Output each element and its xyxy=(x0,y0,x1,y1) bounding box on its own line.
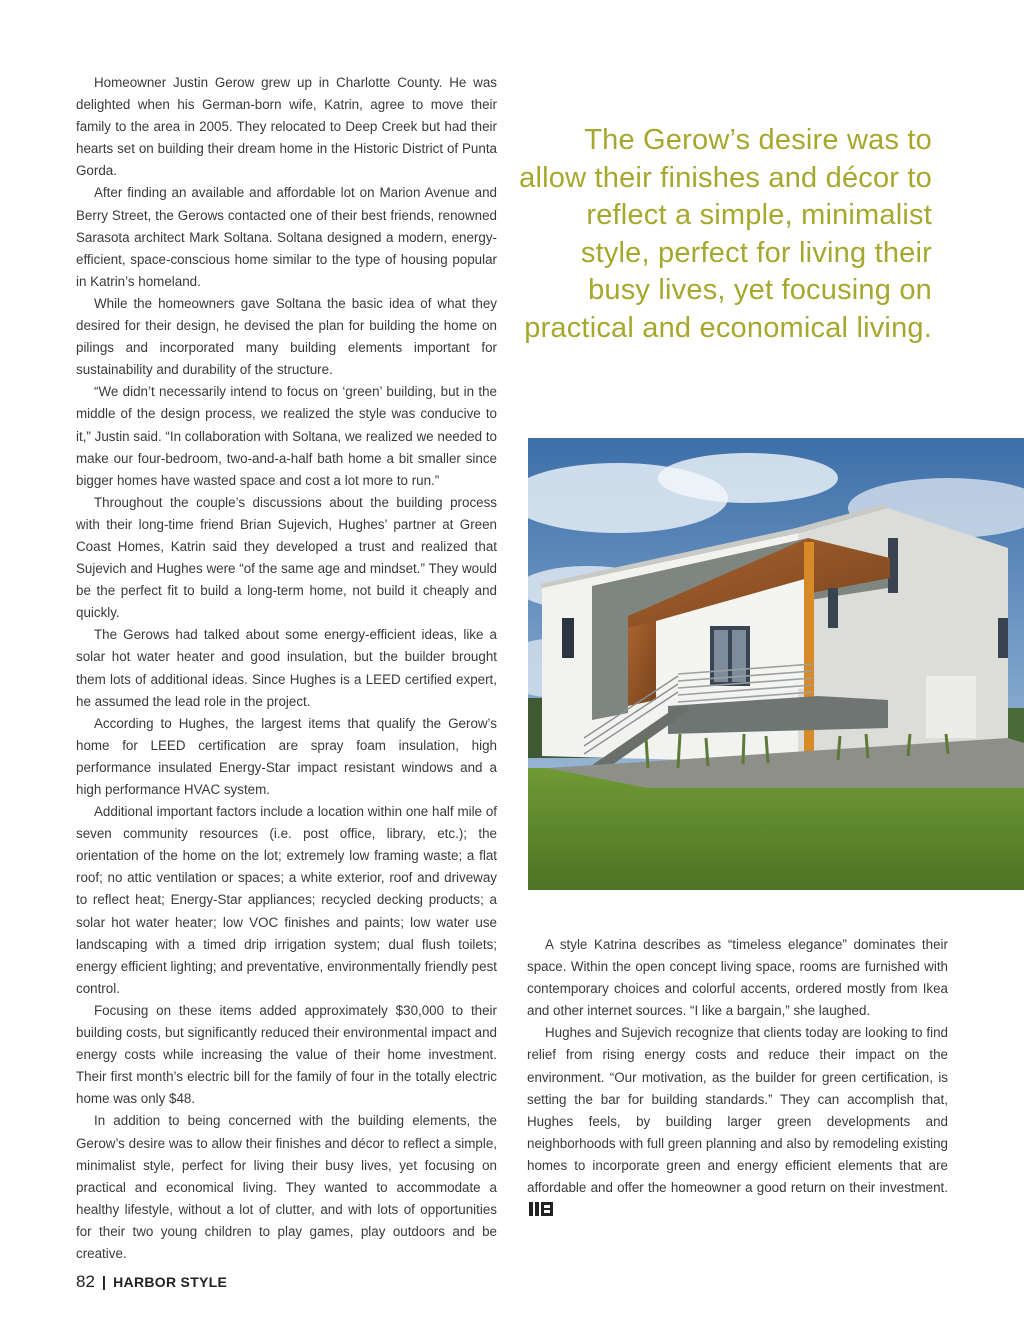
paragraph: According to Hughes, the largest items that qualify the Gerow’s home for LEED certification are spray foam insulation, high performance insulated Energy-Star impact resistant windows and a high performance HVAC system. xyxy=(76,715,497,797)
page-footer xyxy=(76,1272,227,1292)
end-of-article-mark-icon xyxy=(529,1202,553,1216)
magazine-name: HARBOR STYLE xyxy=(113,1274,228,1290)
pull-quote: The Gerow’s desire was to allow their finishes and décor to reflect a simple, minimalist style, perfect for living their busy lives, yet focusing on practical and economical living. xyxy=(519,124,932,344)
paragraph: Additional important factors include a location within one half mile of seven community resources (i.e. post office, library, etc.); the orientation of the home on the lot; extremely low framing waste; a flat roof; no attic ventilation or spaces; a white exterior, roof and driveway to reflect heat; Energy-Star appliances; recycled decking products; a solar hot water heater; low VOC finishes and paints; low water use landscaping with a timed drip irrigation system; dual flush toilets; energy efficient lighting; and preventative, environmentally friendly pest control. xyxy=(76,804,497,996)
footer-separator: | xyxy=(101,1273,107,1291)
paragraph xyxy=(527,1022,948,1221)
paragraph: After finding an available and affordable lot on Marion Avenue and Berry Street, the Gerows contacted one of their best friends, renowned Sarasota architect Mark Soltana. Soltana designed a modern, energy-efficient, space-conscious home similar to the type of housing popular in Katrin’s homeland. xyxy=(76,185,497,289)
paragraph-text: Hughes and Sujevich recognize that clients today are looking to find relief from rising energy costs and reduce their impact on the environment. “Our motivation, as the builder for green certification, is setting the bar for building standards.” They can accomplish that, Hughes feels, by building larger green developments and neighborhoods with full green planning and also by remodeling existing homes to incorporate green and energy efficient elements that are affordable and offer the homeowner a good return on their investment. xyxy=(527,1025,948,1196)
house-photo xyxy=(528,438,1024,890)
paragraph: Focusing on these items added approximately $30,000 to their building costs, but significantly reduced their environmental impact and energy costs while increasing the value of their home investment. Their first month’s electric bill for the family of four in the totally electric home was only $48. xyxy=(76,1002,497,1107)
paragraph: In addition to being concerned with the building elements, the Gerow’s desire was to allow their finishes and décor to reflect a simple, minimalist style, perfect for living their busy lives, yet focusing on practical and economical living. They wanted to accommodate a healthy lifestyle, without a lot of clutter, and with lots of opportunities for their two young children to play games, play outdoors and be creative. xyxy=(76,1113,497,1261)
paragraph: While the homeowners gave Soltana the basic idea of what they desired for their design, he devised the plan for building the home on pilings and incorporated many building elements important for sustainability and durability of the structure. xyxy=(76,295,497,378)
paragraph: A style Katrina describes as “timeless elegance” dominates their space. Within the open concept living space, rooms are furnished with contemporary choices and colorful accents, ordered mostly from Ikea and other internet sources. “I like a bargain,” she laughed. xyxy=(527,937,948,1019)
paragraph: Throughout the couple’s discussions about the building process with their long-time friend Brian Sujevich, Hughes’ partner at Green Coast Homes, Katrin said they developed a trust and realized that Sujevich and Hughes were “of the same age and mindset.” They would be the perfect fit to build a long-term home, not build it cheaply and quickly. xyxy=(76,494,497,621)
paragraph: The Gerows had talked about some energy-efficient ideas, like a solar hot water heater and good insulation, but the builder brought them lots of additional ideas. Since Hughes is a LEED certified expert, he assumed the lead role in the project. xyxy=(76,627,497,709)
paragraph: Homeowner Justin Gerow grew up in Charlotte County. He was delighted when his German-born wife, Katrin, agree to move their family to the area in 2005. They relocated to Deep Creek but had their hearts set on building their dream home in the Historic District of Punta Gorda. xyxy=(76,75,497,179)
right-column xyxy=(527,934,948,1221)
paragraph: “We didn’t necessarily intend to focus on ‘green’ building, but in the middle of the design process, we realized the style was conducive to it,” Justin said. “In collaboration with Soltana, we realized we needed to make our four-bedroom, two-and-a-half bath home a bit smaller since bigger homes have wasted space and cost a lot more to run.” xyxy=(76,384,497,488)
left-column xyxy=(76,72,497,1265)
page-number: 82 xyxy=(76,1272,95,1291)
